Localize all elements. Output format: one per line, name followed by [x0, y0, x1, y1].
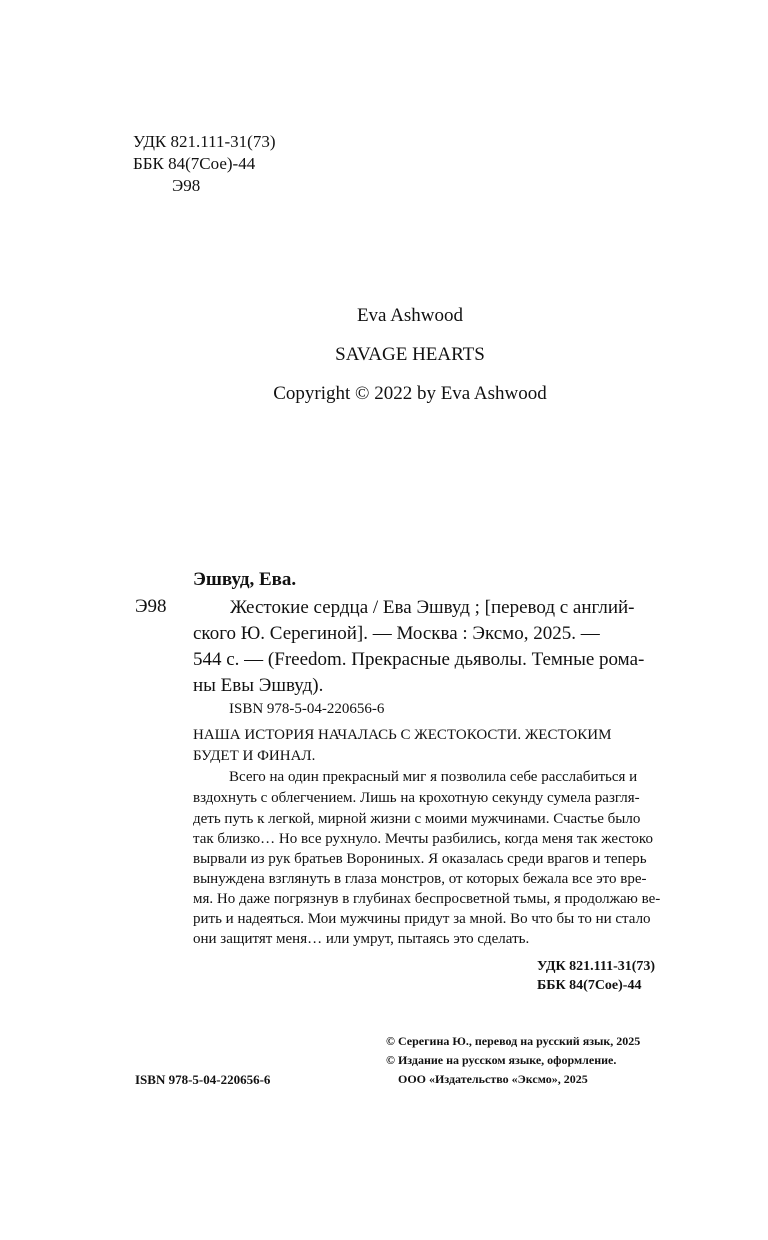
original-title: SAVAGE HEARTS	[335, 344, 485, 365]
bib-line: ского Ю. Серегиной]. — Москва : Эксмо, 2025. —	[193, 623, 600, 644]
annotation-line: вырвали из рук братьев Ворониных. Я оказалась среди врагов и теперь	[193, 851, 647, 867]
annotation-line: вынуждена взглянуть в глаза монстров, от которых бежала все это вре-	[193, 871, 647, 887]
annotation-headline: БУДЕТ И ФИНАЛ.	[193, 748, 316, 764]
author-code-top: Э98	[172, 176, 201, 195]
publisher-line: ООО «Издательство «Эксмо», 2025	[398, 1072, 588, 1086]
bbk-code-bottom: ББК 84(7Сое)-44	[537, 978, 642, 993]
udk-code-top: УДК 821.111-31(73)	[133, 132, 276, 151]
copyright-edition: © Издание на русском языке, оформление.	[386, 1053, 617, 1067]
original-copyright: Copyright © 2022 by Eva Ashwood	[273, 383, 547, 404]
copyright-translation: © Серегина Ю., перевод на русский язык, 2025	[386, 1034, 641, 1048]
bib-line: ны Евы Эшвуд).	[193, 675, 324, 696]
bib-line: Жестокие сердца / Ева Эшвуд ; [перевод с англий-	[230, 597, 635, 618]
annotation-line: деть путь к легкой, мирной жизни с моими мужчинами. Счастье было	[193, 811, 641, 827]
udk-code-bottom: УДК 821.111-31(73)	[537, 959, 656, 974]
original-author: Eva Ashwood	[356, 305, 464, 326]
isbn-record: ISBN 978-5-04-220656-6	[229, 701, 385, 717]
annotation-line: они защитят меня… или умрут, пытаясь это сделать.	[193, 931, 530, 947]
annotation-line: Всего на один прекрасный миг я позволила себе расслабиться и	[229, 769, 638, 785]
author-heading: Эшвуд, Ева.	[193, 569, 297, 590]
annotation-headline: НАША ИСТОРИЯ НАЧАЛАСЬ С ЖЕСТОКОСТИ. ЖЕСТОКИМ	[193, 727, 612, 743]
annotation-line: мя. Но даже погрязнув в глубинах беспросветной тьмы, я продолжаю ве-	[193, 891, 661, 907]
annotation-line: рить и надеяться. Мои мужчины придут за мной. Во что бы то ни стало	[193, 911, 651, 927]
annotation-line: вздохнуть с облегчением. Лишь на крохотную секунду сумела разгля-	[193, 790, 640, 806]
bbk-code-top: ББК 84(7Сое)-44	[133, 154, 256, 173]
isbn-footer: ISBN 978-5-04-220656-6	[135, 1072, 271, 1087]
bib-line: 544 с. — (Freedom. Прекрасные дьяволы. Темные рома-	[193, 649, 645, 670]
author-code-side: Э98	[135, 596, 167, 617]
annotation-line: так близко… Но все рухнуло. Мечты разбились, когда меня так жестоко	[193, 831, 653, 847]
